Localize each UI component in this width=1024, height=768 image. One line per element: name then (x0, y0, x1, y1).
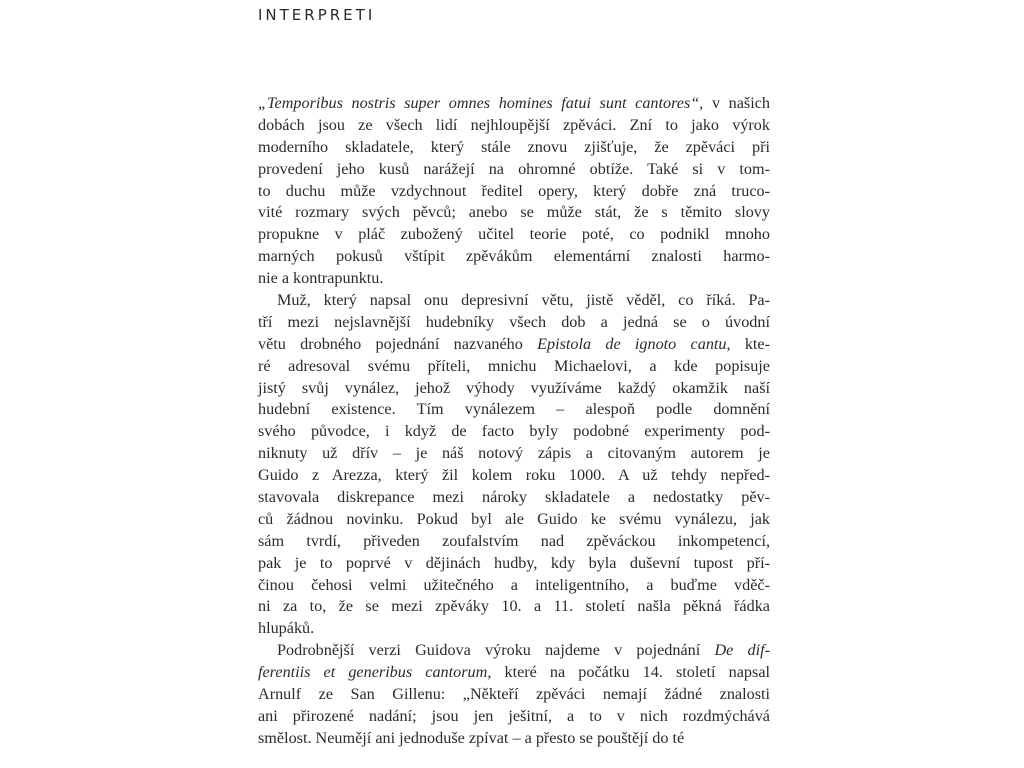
text-run: pak je to poprvé v dějinách hudby, kdy byla duševní tupost pří- (258, 553, 770, 572)
body-text (258, 93, 770, 750)
text-line (258, 575, 770, 597)
text-run: to duchu může vzdychnout ředitel opery, který dobře zná truco- (258, 181, 770, 200)
text-line (258, 356, 770, 378)
text-line (258, 137, 770, 159)
text-run: činou čehosi velmi užitečného a inteligentního, a buďme vděč- (258, 575, 770, 594)
text-line (258, 684, 770, 706)
text-run: niknuty už dřív – je náš notový zápis a citovaným autorem je (258, 444, 770, 463)
text-line (258, 159, 770, 181)
text-line (258, 640, 770, 662)
text-line (258, 531, 770, 553)
text-run: jistý svůj vynález, jehož výhody využíváme každý okamžik naší (258, 378, 770, 397)
text-line (258, 553, 770, 575)
text-run: , v našich (699, 94, 771, 112)
text-line (258, 706, 770, 728)
italic-text: Epistola de ignoto cantu (537, 334, 727, 353)
italic-text: De dif- (714, 641, 770, 660)
text-line (258, 224, 770, 246)
text-run: ré adresoval svému příteli, mnichu Michaelovi, a kde popisuje (258, 356, 770, 375)
text-run: hlupáků. (258, 619, 315, 638)
text-run: provedení jeho kusů narážejí na ohromné obtíže. Také si v tom- (258, 159, 770, 178)
text-line (258, 618, 770, 640)
text-line (258, 465, 770, 487)
text-line (258, 509, 770, 531)
text-run: dobách jsou ze všech lidí nejhloupější zpěváci. Zní to jako výrok (258, 115, 770, 134)
text-line (258, 443, 770, 465)
text-line (258, 399, 770, 421)
text-run: propukne v pláč zubožený učitel teorie poté, co podnikl mnoho (258, 225, 770, 244)
text-run: svého původce, i když de facto byly podobné experimenty pod- (258, 422, 770, 441)
text-run: stavovala diskrepance mezi nároky skladatele a nedostatky pěv- (258, 488, 770, 507)
text-run: , které na počátku 14. století napsal (487, 663, 770, 682)
text-run: sám tvrdí, přiveden zoufalstvím nad zpěváckou inkompetencí, (258, 531, 770, 550)
text-line (258, 268, 770, 290)
italic-text: ferentiis et generibus cantorum (258, 663, 488, 682)
text-run: smělost. Neumějí ani jednoduše zpívat – a přesto se pouštějí do té (258, 728, 685, 747)
text-run: Muž, který napsal onu depresivní větu, jistě věděl, co říká. Pa- (277, 291, 770, 310)
text-line (258, 181, 770, 203)
text-line (258, 312, 770, 334)
text-line (258, 487, 770, 509)
text-line (258, 246, 770, 268)
text-run: ců žádnou novinku. Pokud byl ale Guido ke svému vynálezu, jak (258, 509, 770, 528)
text-run: marných pokusů vštípit zpěvákům elementární znalosti harmo- (258, 247, 770, 266)
text-line (258, 728, 770, 750)
text-run: Arnulf ze San Gillenu: „Někteří zpěváci nemají žádné znalosti (258, 685, 770, 704)
text-run: Podrobnější verzi Guidova výroku najdeme v pojednání (277, 641, 715, 660)
text-line (258, 378, 770, 400)
text-line (258, 202, 770, 224)
paragraph (258, 640, 770, 749)
text-run: vité rozmary svých pěvců; anebo se může stát, že s těmito slovy (258, 203, 770, 222)
text-run: , kte- (726, 334, 770, 353)
text-line (258, 290, 770, 312)
running-head: INTERPRETI (258, 6, 376, 24)
text-run: větu drobného pojednání nazvaného (258, 334, 538, 353)
text-line (258, 662, 770, 684)
text-run: Guido z Arezza, který žil kolem roku 1000. A už tehdy nepřed- (258, 466, 770, 485)
text-run: moderního skladatele, který stále znovu zjišťuje, že zpěváci při (258, 137, 770, 156)
italic-text: „Temporibus nostris super omnes homines fatui sunt cantores“ (258, 94, 700, 112)
text-run: nie a kontrapunktu. (258, 269, 384, 288)
text-line (258, 596, 770, 618)
text-line (258, 334, 770, 356)
text-line (258, 93, 770, 115)
text-run: ni za to, že se mezi zpěváky 10. a 11. století našla pěkná řádka (258, 597, 770, 616)
paragraph (258, 290, 770, 640)
paragraph (258, 93, 770, 290)
text-run: ani přirozené nadání; jsou jen ješitní, a to v nich rozdmýchává (258, 706, 770, 725)
text-run: tří mezi nejslavnější hudebníky všech dob a jedná se o úvodní (258, 312, 770, 331)
text-line (258, 115, 770, 137)
text-line (258, 421, 770, 443)
text-run: hudební existence. Tím vynálezem – alespoň podle domnění (258, 400, 770, 419)
